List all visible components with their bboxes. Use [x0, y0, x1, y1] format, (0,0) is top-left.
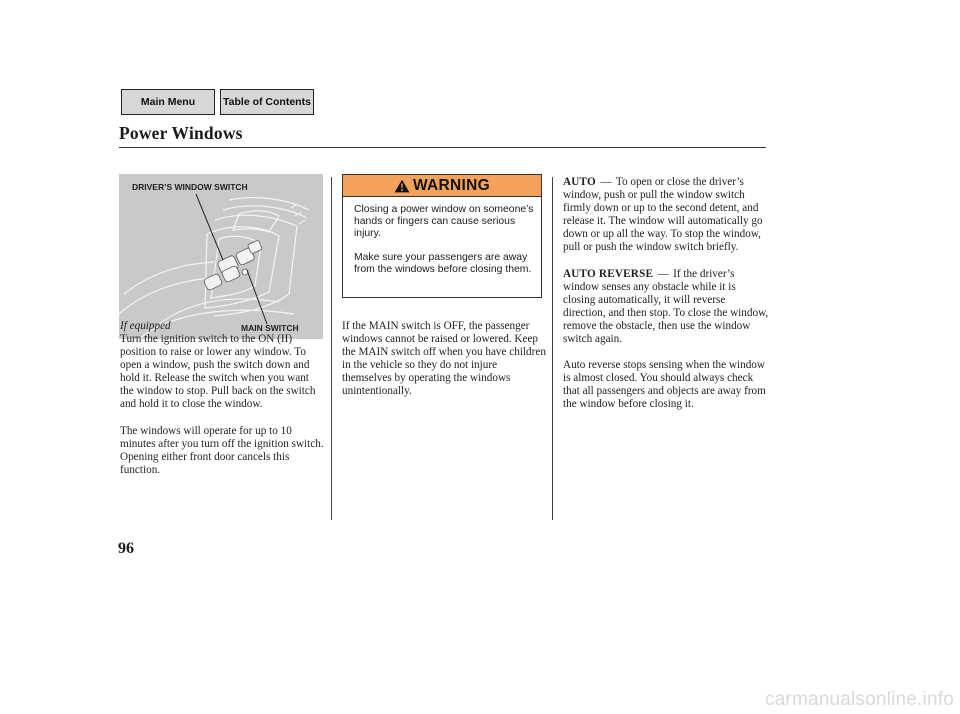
page-title: Power Windows [119, 123, 243, 143]
auto-reverse-heading: AUTO REVERSE [563, 267, 654, 280]
column-1-text [120, 333, 325, 490]
warning-paragraph-1: Closing a power window on someone’s hands or fingers can cause serious injury. [354, 204, 534, 240]
watermark: carmanualsonline.info [764, 689, 954, 710]
auto-paragraph: AUTO — To open or close the driver’s window, push or pull the window switch firmly down or up to the second detent, and release it. The window will automatically go down or up all the way. To stop the window, pull or push the window switch briefly. [563, 176, 763, 254]
table-of-contents-button[interactable]: Table of Contents [220, 89, 314, 115]
warning-paragraph-2: Make sure your passengers are away from the windows before closing them. [354, 251, 532, 275]
driver-window-switch-label: DRIVER’S WINDOW SWITCH [132, 182, 248, 192]
auto-reverse-note: Auto reverse stops sensing when the window is almost closed. You should always check that all passengers and objects are away from the window before closing it. [563, 359, 766, 411]
instructions-paragraph: Turn the ignition switch to the ON (II) position to raise or lower any window. To open a window, push the switch down and hold it. Release the switch when you want the window to stop. Pull back on the switch and hold it to close the window. [120, 333, 316, 411]
auto-text: To open or close the driver’s window, push or pull the window switch firmly down or up to the second detent, and release it. The window will automatically go down or up all the way. To stop the window, pull or push the window switch briefly. [563, 176, 763, 254]
warning-box [342, 174, 542, 298]
auto-heading: AUTO [563, 176, 596, 188]
window-switch-illustration [119, 174, 323, 339]
warning-header [343, 175, 541, 197]
if-equipped-label: If equipped [120, 320, 171, 332]
timeout-paragraph: The windows will operate for up to 10 minutes after you turn off the ignition switch. Opening either front door cancels this function. [120, 424, 324, 476]
column-divider-2 [552, 177, 553, 520]
page-number: 96 [118, 540, 134, 557]
warning-heading: WARNING [412, 176, 490, 194]
main-menu-button[interactable]: Main Menu [121, 89, 215, 115]
door-panel-drawing [119, 174, 323, 339]
auto-reverse-paragraph: AUTO REVERSE — If the driver’s window senses any obstacle while it is closing automatically, it will reverse direction, and then stop. To close the window, remove the obstacle, then use the window switch again. [563, 267, 769, 346]
main-switch-paragraph: If the MAIN switch is OFF, the passenger windows cannot be raised or lowered. Keep the MAIN switch off when you have children in the vehicle so they do not injure themselves by operating the windows unintentionally. [342, 320, 546, 398]
column-2-text [342, 320, 546, 412]
title-divider [119, 147, 766, 148]
column-3-text [563, 176, 769, 425]
column-divider-1 [331, 177, 332, 520]
auto-reverse-text: If the driver’s window senses any obstacle while it is closing automatically, it will reverse direction, and then stop. To close the window, remove the obstacle, then use the window switch again. [563, 267, 769, 346]
main-switch-label: MAIN SWITCH [241, 323, 299, 333]
warning-triangle-icon [394, 179, 410, 193]
